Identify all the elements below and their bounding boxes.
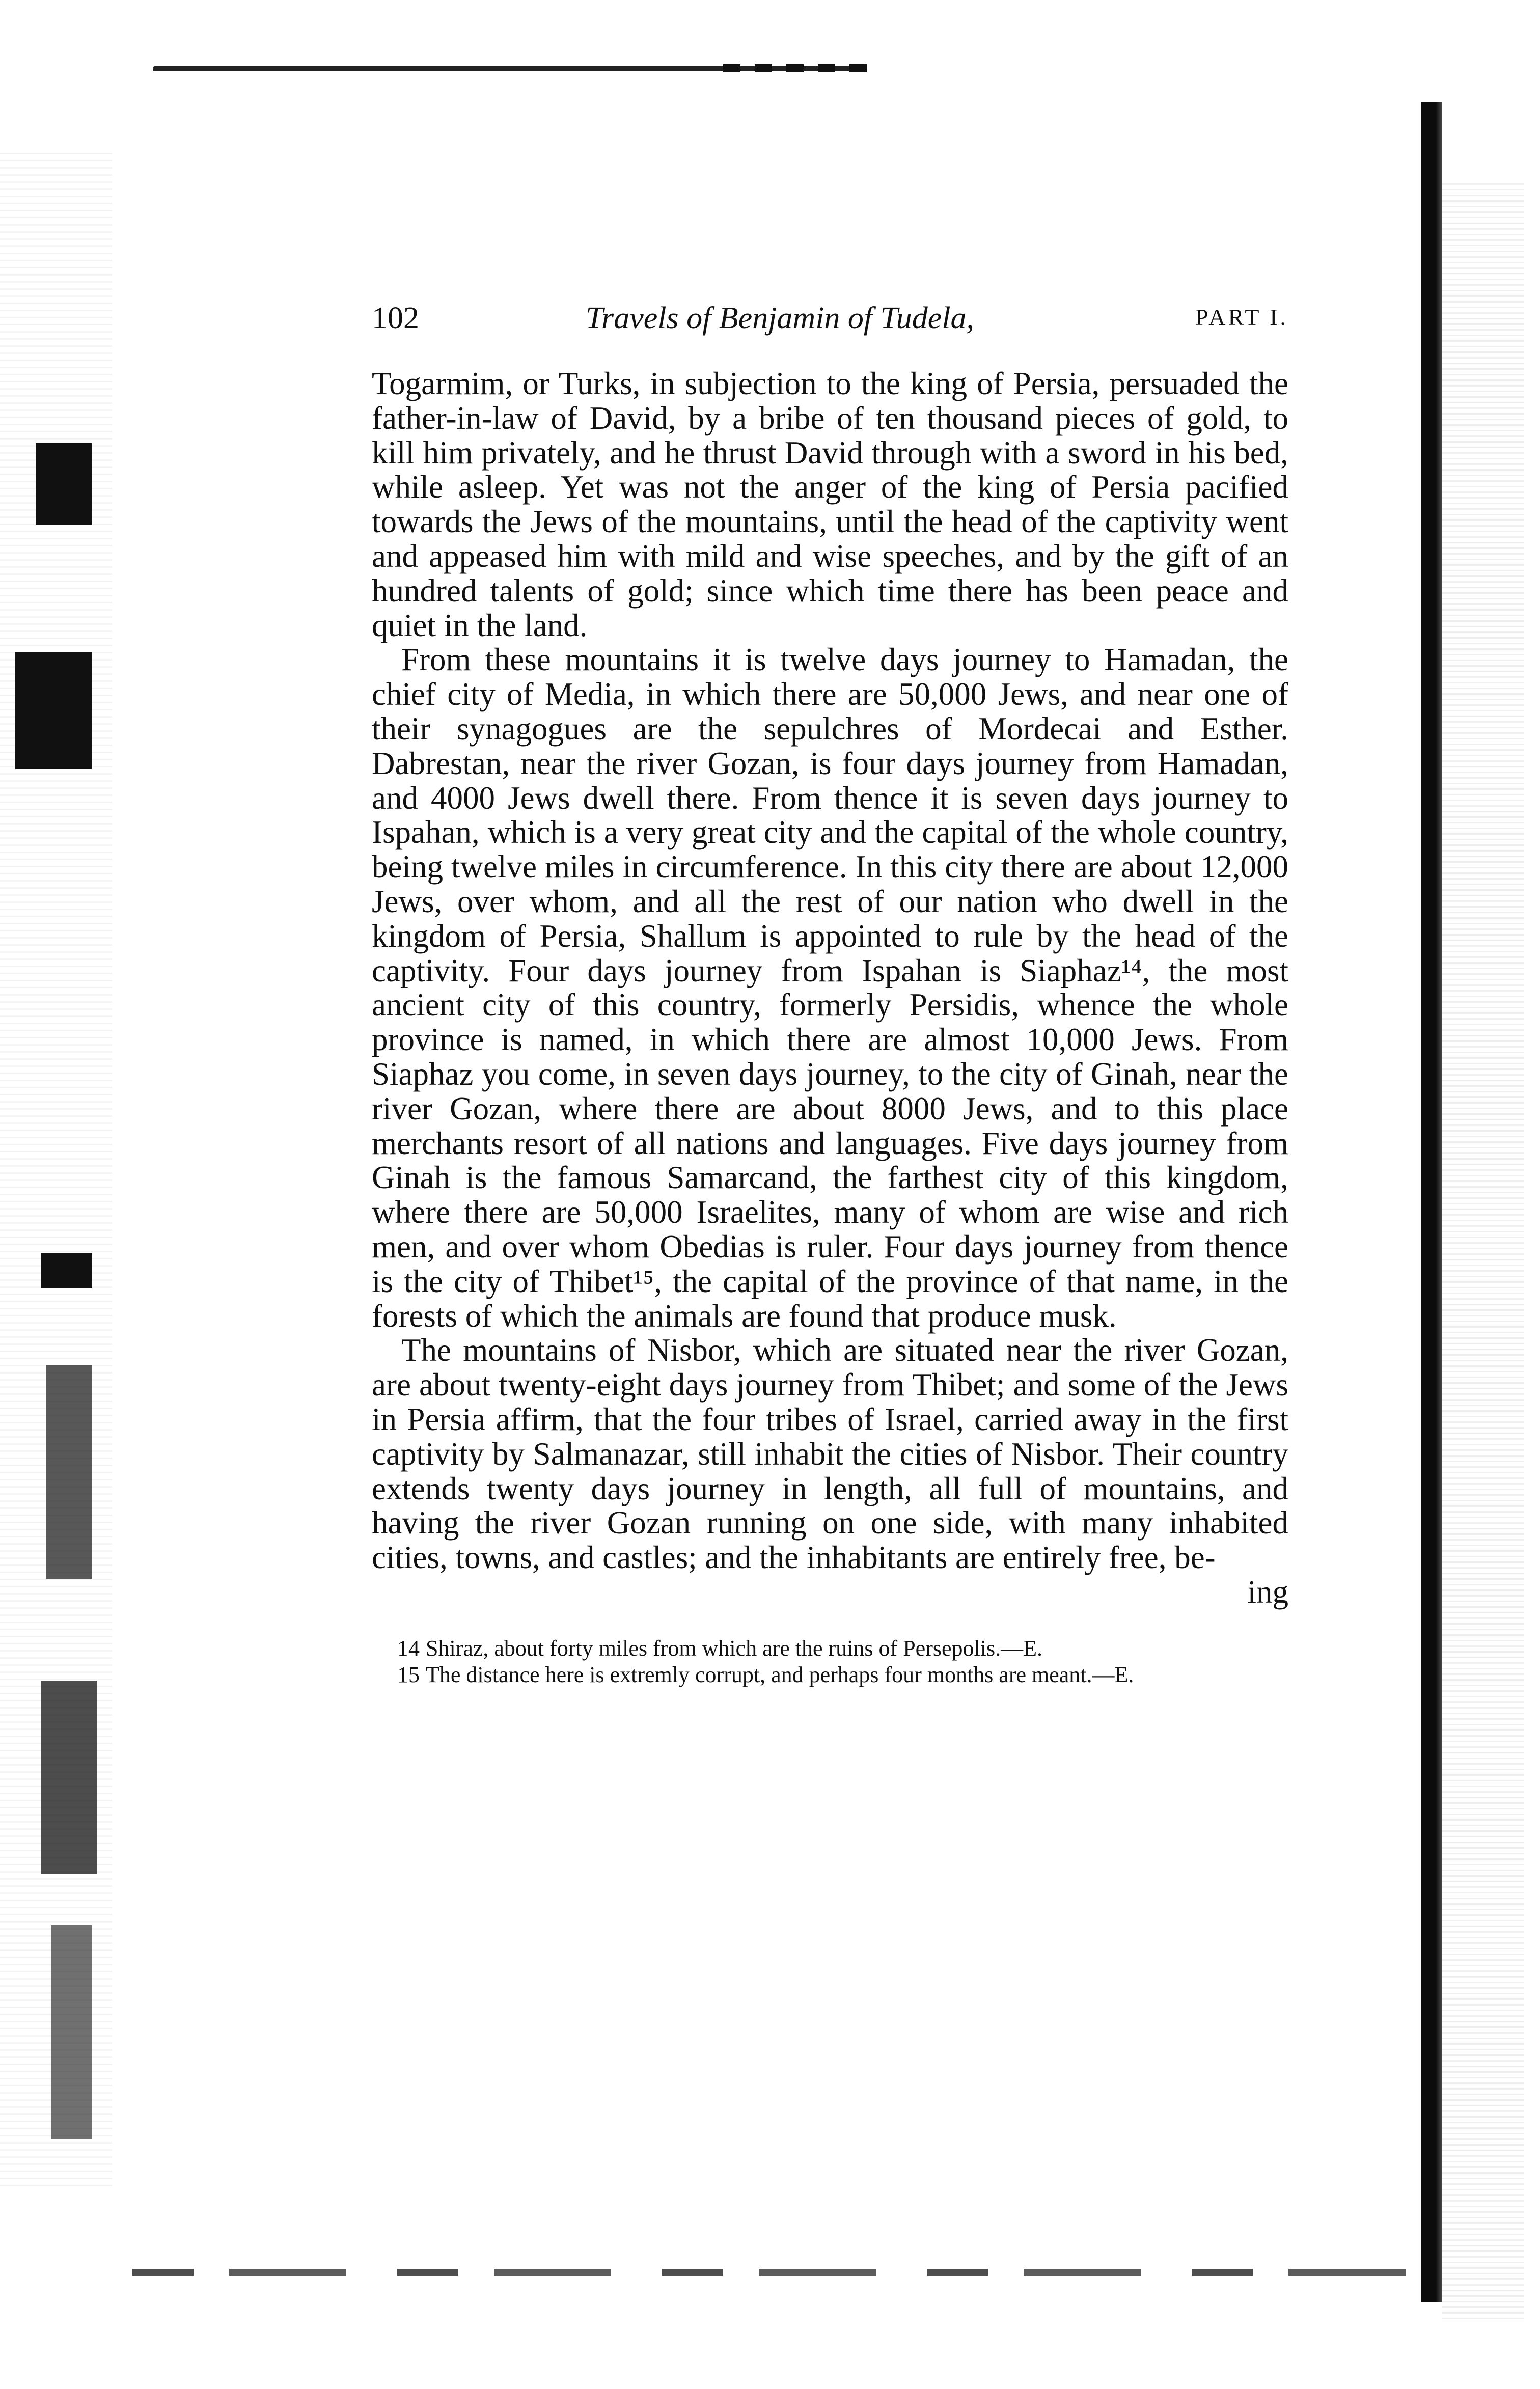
part-label: PART I.: [1195, 304, 1288, 330]
body-text: [372, 367, 1288, 1610]
scan-bar-left: [41, 1681, 97, 1874]
page-number: 102: [372, 301, 419, 336]
paragraph: From these mountains it is twelve days journey to Hamadan, the chief city of Media, in which there are 50,000 Jews, and near one of their synagogues are the sepulchres of Mordecai and Esther. Dabrestan, near the river Gozan, is four days journey from Hamadan, and 4000 Jews dwell there. From thence it is seven days journey to Ispahan, which is a very great city and the capital of the whole country, being twelve miles in circumference. In this city there are about 12,000 Jews, over whom, and all the rest of our nation who dwell in the kingdom of Persia, Shallum is appointed to rule by the head of the captivity. Four days journey from Ispahan is Siaphaz¹⁴, the most ancient city of this country, formerly Persidis, whence the whole province is named, in which there are almost 10,000 Jews. From Siaphaz you come, in seven days journey, to the city of Ginah, near the river Gozan, where there are about 8000 Jews, and to this place merchants resort of all nations and languages. Five days journey from Ginah is the famous Samarcand, the farthest city of this kingdom, where there are 50,000 Israelites, many of whom are wise and rich men, and over whom Obedias is ruler. Four days journey from thence is the city of Thibet¹⁵, the capital of the province of that name, in the forests of which the animals are found that produce musk.: [372, 642, 1288, 1334]
catchword: ing: [1247, 1574, 1288, 1610]
footnotes: [372, 1635, 1288, 1688]
footnote: [372, 1635, 1288, 1662]
running-title: Travels of Benjamin of Tudela,: [586, 301, 974, 336]
footnote-number: 14: [397, 1635, 420, 1661]
scan-edge-right: [1421, 102, 1442, 2302]
scan-bar-left: [41, 1253, 92, 1288]
paragraph: Togarmim, or Turks, in subjection to the king of Persia, persuaded the father-in-law of David, by a bribe of ten thousand pieces of gold, to kill him privately, and he thrust David through with a sword in his bed, while asleep. Yet was not the anger of the king of Persia pacified towards the Jews of the mountains, until the head of the captivity went and appeased him with mild and wise speeches, and by the gift of an hundred talents of gold; since which time there has been peace and quiet in the land.: [372, 366, 1288, 643]
scan-bar-left: [15, 652, 92, 769]
page-header: [372, 300, 1288, 351]
scan-bar-left: [36, 443, 92, 525]
footnote: [372, 1662, 1288, 1688]
footnote-text: Shiraz, about forty miles from which are the ruins of Persepolis.—E.: [426, 1635, 1042, 1661]
footnote-text: The distance here is extremly corrupt, and perhaps four months are meant.—E.: [426, 1662, 1134, 1687]
footnote-number: 15: [397, 1662, 420, 1687]
paragraph: The mountains of Nisbor, which are situated near the river Gozan, are about twenty-eight days journey from Thibet; and some of the Jews in Persia affirm, that the four tribes of Israel, carried away in the first captivity by Salmanazar, still inhabit the cities of Nisbor. Their country extends twenty days journey in length, all full of mountains, and having the river Gozan running on one side, with many inhabited cities, towns, and castles; and the inhabitants are entirely free, be-: [372, 1332, 1288, 1576]
scan-bar-left: [46, 1365, 92, 1579]
book-page: [372, 300, 1288, 1688]
scan-edge-bottom: [132, 2269, 1436, 2276]
scan-bar-left: [51, 1925, 92, 2139]
scan-edge-top-marks: [723, 64, 876, 72]
scan-noise-right: [1442, 183, 1524, 2322]
